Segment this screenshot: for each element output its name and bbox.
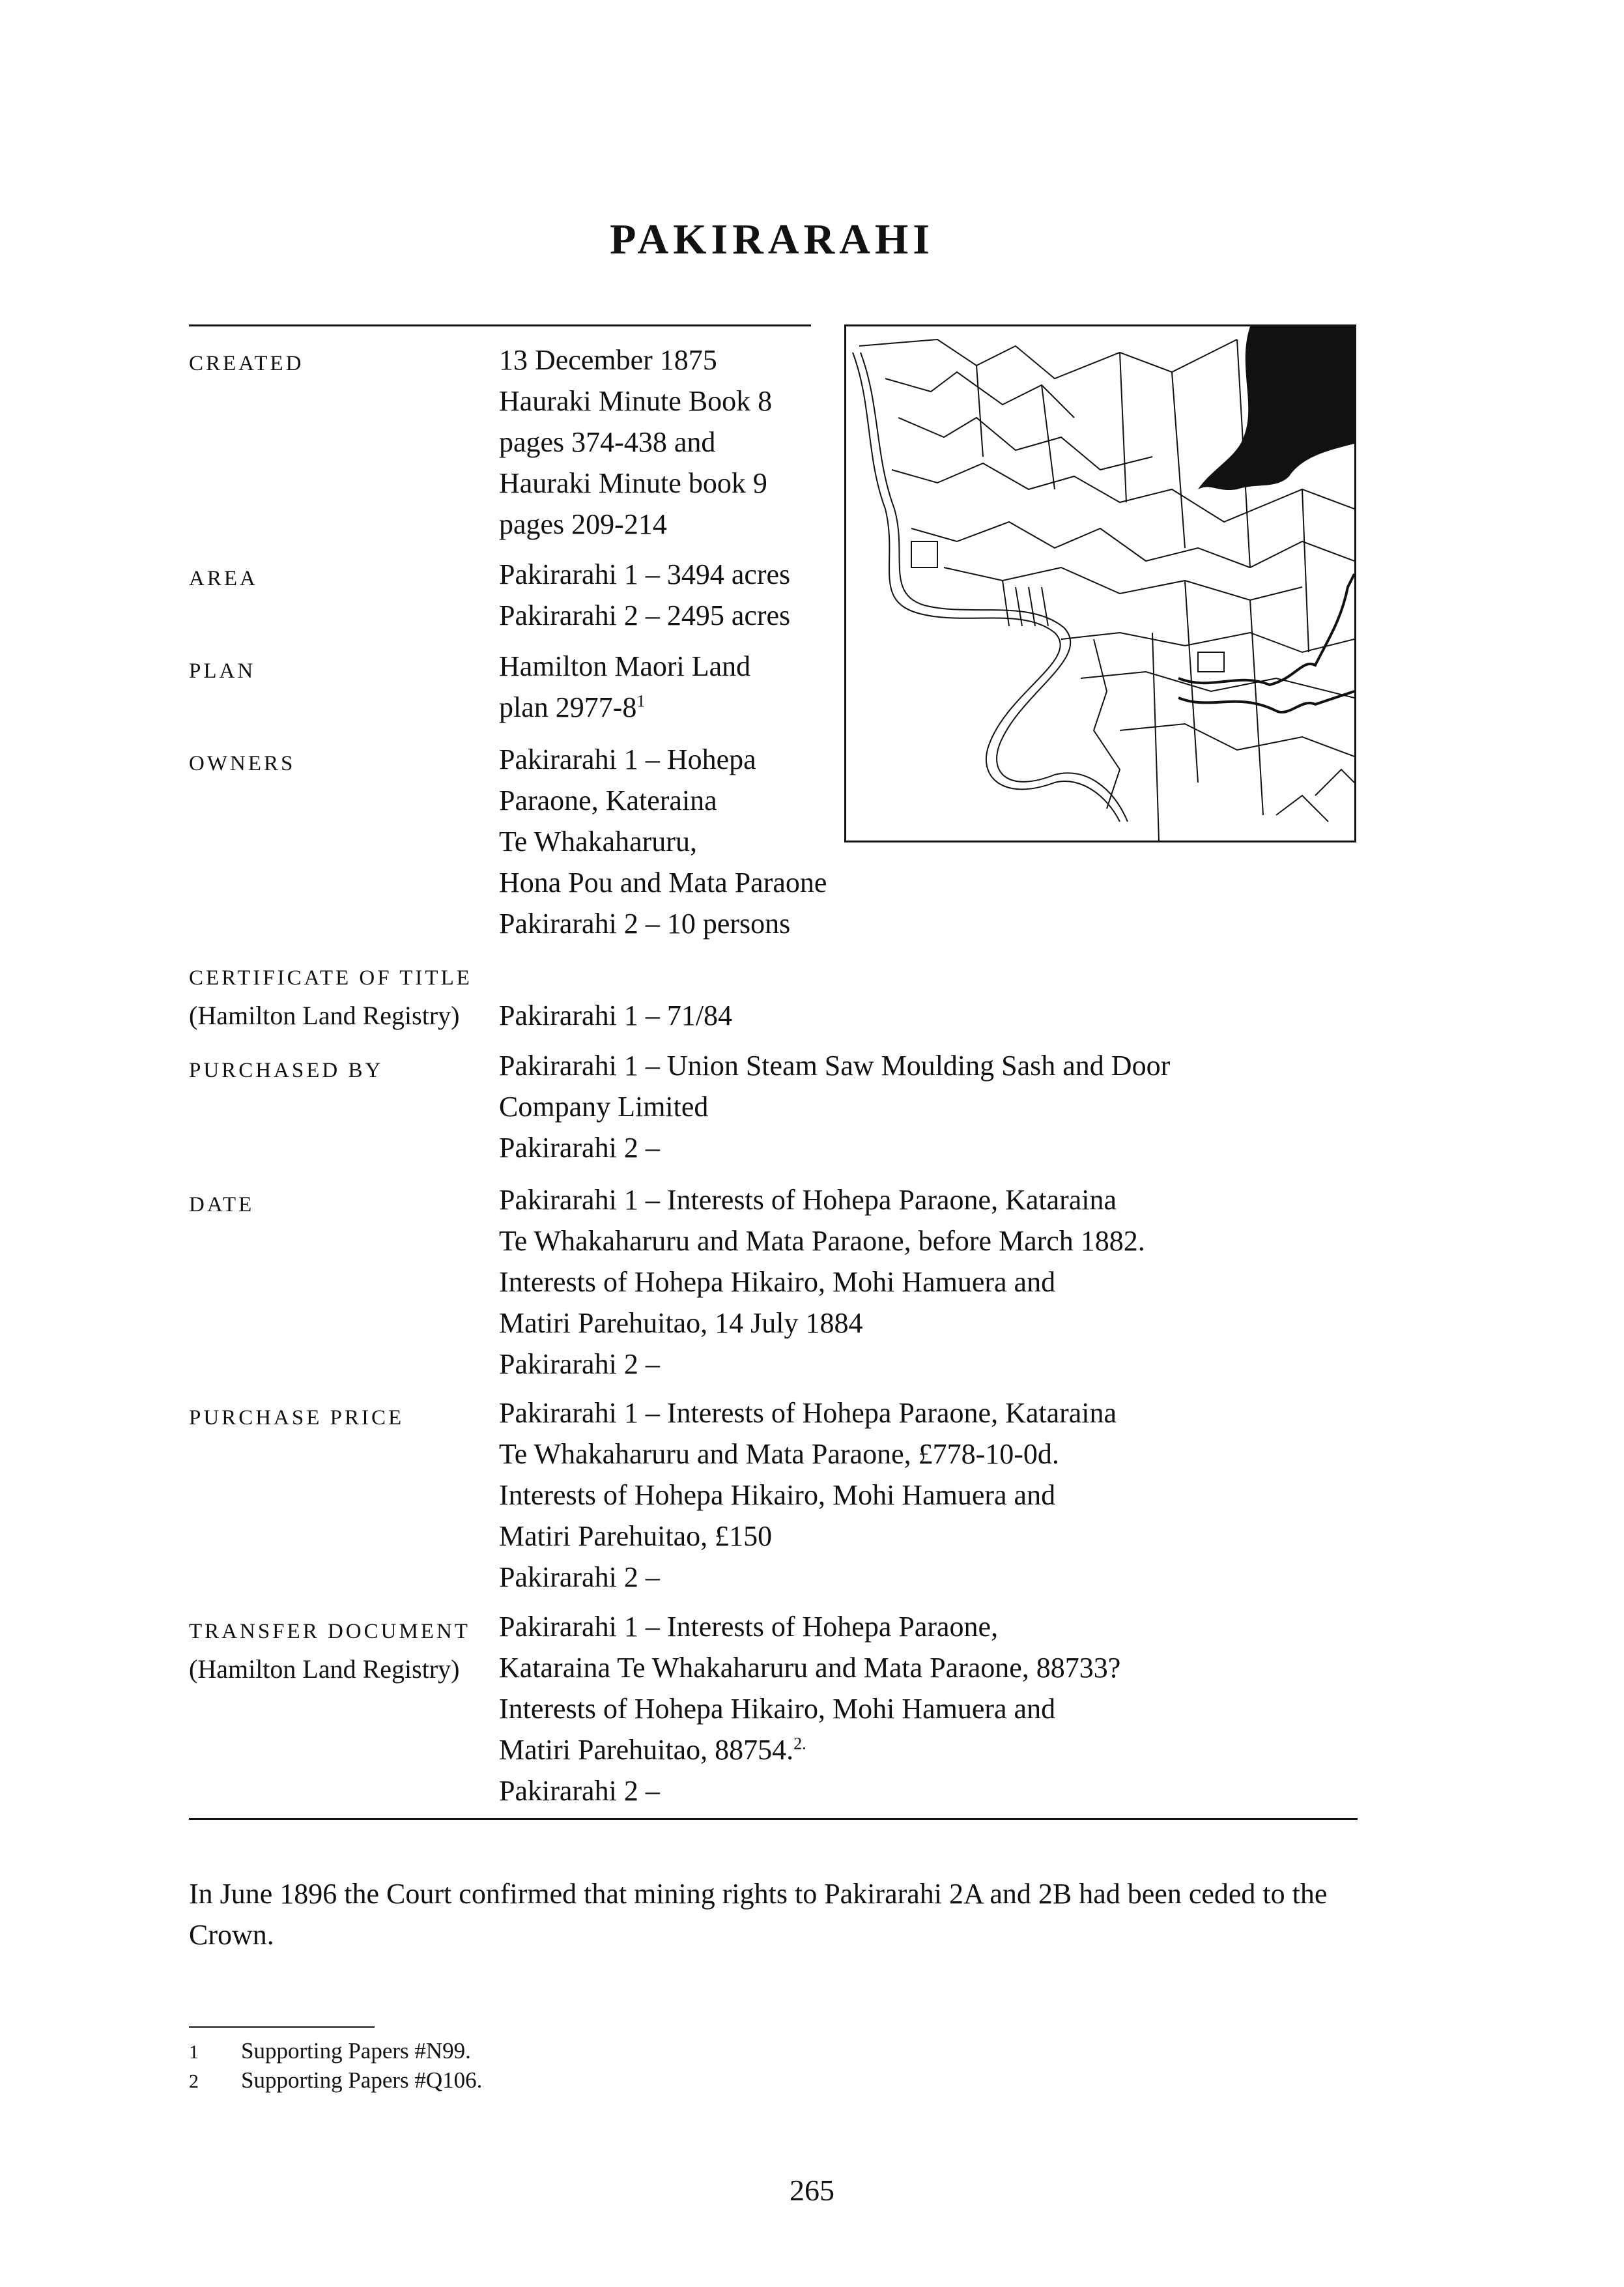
row-label-date: DATE — [189, 1193, 255, 1216]
footnote-1: 1 Supporting Papers #N99. — [189, 2038, 471, 2064]
highlighted-block — [1198, 326, 1354, 490]
row-label-area: AREA — [189, 567, 258, 590]
page-number: 265 — [790, 2174, 834, 2207]
river-outline — [853, 352, 1120, 822]
footnote-ref-1[interactable]: 1 — [636, 691, 646, 711]
river-outline-inner — [861, 352, 1128, 822]
page-title: PAKIRARAHI — [610, 216, 934, 263]
table-bottom-rule — [189, 1818, 1358, 1820]
row-label-purchase-price: PURCHASE PRICE — [189, 1406, 405, 1430]
row-label-certificate: CERTIFICATE OF TITLE — [189, 966, 472, 990]
table-top-rule — [189, 324, 811, 326]
row-value-certificate: Pakirarahi 1 – 71/84 — [499, 1000, 733, 1031]
row-value-area: Pakirarahi 1 – 3494 acres Pakirarahi 2 – 2495 acres — [499, 558, 791, 631]
row-label-created: CREATED — [189, 352, 304, 375]
body-paragraph: In June 1896 the Court confirmed that mining rights to Pakirarahi 2A and 2B had been ceded to the Crown. — [189, 1878, 1328, 1951]
row-value-purchase-price: Pakirarahi 1 – Interests of Hohepa Paraone, Kataraina Te Whakaharuru and Mata Paraone, £778-10-0d. Interests of Hohepa Hikairo, Mohi Hamuera and Matiri Parehuitao, £150 Pakirarahi 2 – — [499, 1397, 1117, 1593]
row-label-plan: PLAN — [189, 659, 256, 683]
row-sublabel-transfer-document: (Hamilton Land Registry) — [189, 1654, 460, 1684]
row-value-transfer-document: Pakirarahi 1 – Interests of Hohepa Paraone, Kataraina Te Whakaharuru and Mata Paraone, 88733? Interests of Hohepa Hikairo, Mohi Hamuera and Matiri Parehuitao, 88754.$^{2.}$ Pakirarahi 2 – — [499, 1611, 1121, 1807]
location-map — [844, 324, 1356, 842]
row-value-owners: Pakirarahi 1 – Hohepa Paraone, Kateraina Te Whakaharuru, Hona Pou and Mata Paraone Pakirarahi 2 – 10 persons — [499, 743, 827, 940]
row-value-created: 13 December 1875 Hauraki Minute Book 8 pages 374-438 and Hauraki Minute book 9 pages 209-214 — [499, 344, 773, 540]
row-value-date: Pakirarahi 1 – Interests of Hohepa Paraone, Kataraina Te Whakaharuru and Mata Paraone, before March 1882. Interests of Hohepa Hikairo, Mohi Hamuera and Matiri Parehuitao, 14 July 1884 Pakirarahi 2 – — [499, 1184, 1145, 1380]
row-label-owners: OWNERS — [189, 752, 296, 775]
block-boundary-map — [846, 326, 1354, 841]
row-value-plan: Hamilton Maori Land plan $2977-8^1$ — [499, 650, 751, 723]
row-label-purchased-by: PURCHASED BY — [189, 1059, 384, 1082]
footnote-rule — [189, 2026, 375, 2028]
row-sublabel-certificate: (Hamilton Land Registry) — [189, 1001, 460, 1030]
footnote-2: 2 Supporting Papers #Q106. — [189, 2067, 483, 2093]
row-value-purchased-by: Pakirarahi 1 – Union Steam Saw Moulding Sash and Door Company Limited Pakirarahi 2 – — [499, 1050, 1171, 1164]
footnote-ref-2[interactable]: 2. — [793, 1734, 806, 1753]
row-label-transfer-document: TRANSFER DOCUMENT — [189, 1620, 470, 1643]
